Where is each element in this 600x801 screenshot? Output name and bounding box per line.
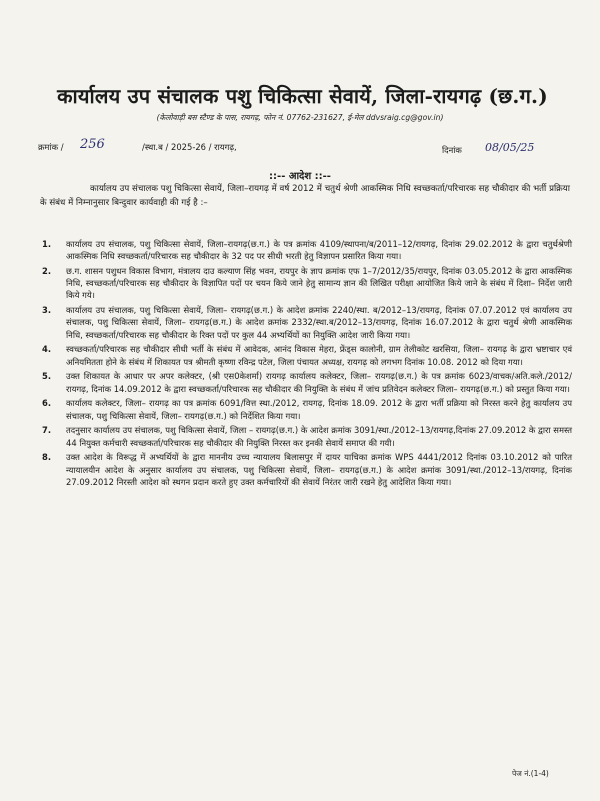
item-number: 2. [42,266,52,276]
office-address: (केलोवाड़ी बस स्टैण्ड के पास, रायगढ़, फोन नं. 07762-231627, ई-मेल ddvsraig.cg@gov.in) [156,113,444,122]
item-text: कार्यालय उप संचालक, पशु चिकित्सा सेवायें, जिला– रायगढ़(छ.ग.) के आदेश क्रमांक 2240/स्था. ब/2012–13/रायगढ़, दिनांक 07.07.2012 एवं कार्यालय उप संचालक, पशु चिकित्सा सेवायें, जिला– रायगढ़(छ.ग.) के आदेश क्रमांक 2332/स्था.ब/2012–13/रायगढ़, दिनांक 16.07.2012 के द्वारा चतुर्थ श्रेणी आकस्मिक निधि, स्वच्छकर्ता/परिचारक सह चौकीदार के रिक्त पदों पर कुल 44 अभ्यर्थियों का नियुक्ति आदेश जारी किया गया। [66,305,572,340]
intro-paragraph: कार्यालय उप संचालक पशु चिकित्सा सेवायें, जिला–रायगढ़ में वर्ष 2012 में चतुर्थ श्रेणी आकस्मिक निधि स्वच्छकर्ता/परिचारक सह चौकीदार की भर्ती प्रक्रिया के संबंध में निम्नानुसार बिन्दुवार कार्यवाही की गई है :– [40,184,570,208]
date-label: दिनांक [442,145,462,155]
item-text: कार्यालय कलेक्टर, जिला– रायगढ़ का पत्र क्रमांक 6091/वित्त स्था./2012, रायगढ़, दिनांक 18.09. 2012 के द्वारा भर्ती प्रक्रिया को निरस्त करने हेतु कार्यालय उप संचालक, पशु चिकित्सा सेवायें, जिला– रायगढ़(छ.ग.) को निर्देशित किया गया। [66,398,572,421]
list-item [32,397,572,421]
item-text: कार्यालय उप संचालक, पशु चिकित्सा सेवायें, जिला–रायगढ़(छ.ग.) के पत्र क्रमांक 4109/स्थापना/ब/2011–12/रायगढ़, दिनांक 29.02.2012 के द्वारा चतुर्थश्रेणी आकस्मिक निधि स्वच्छकर्ता/परिचारक सह चौकीदार के 32 पद पर सीधी भरती हेतु विज्ञापन प्रसारित किया गया। [66,239,572,262]
reference-number: 256 [80,137,105,152]
points-list [32,238,572,491]
list-item [32,451,572,488]
reference-label: क्रमांक / [38,142,64,152]
date-value: 08/05/25 [485,141,535,154]
item-number: 1. [42,239,52,249]
item-number: 7. [42,425,52,436]
office-title: कार्यालय उप संचालक पशु चिकित्सा सेवायें, जिला-रायगढ़ (छ.ग.) [57,84,548,108]
item-text: उक्त आदेश के विरूद्ध में अभ्यर्थियों के द्वारा माननीय उच्च न्यायालय बिलासपुर में दायर याचिका क्रमांक WPS 4441/2012 दिनांक 03.10.2012 को पारित न्यायालयीन आदेश के अनुसार कार्यालय उप संचालक, पशु चिकित्सा सेवायें, जिला– रायगढ़(छ.ग.) के आदेश क्रमांक 3091/स्था./2012–13/रायगढ़, दिनांक 27.09.2012 निरस्ती आदेश को स्थगन प्रदान करते हुए उक्त कर्मचारियों की सेवायें निरंतर जारी रखने हेतु आदेशित किया गया। [66,452,572,487]
list-item [32,370,572,394]
page-number: पेज नं.(1-4) [512,769,549,778]
item-number: 3. [42,305,52,316]
order-heading: ::-- आदेश ::-- [269,171,331,182]
item-text: तदनुसार कार्यालय उप संचालक, पशु चिकित्सा सेवायें, जिला – रायगढ़(छ.ग.) के आदेश क्रमांक 3091/स्था./2012–13/रायगढ़,दिनांक 27.09.2012 के द्वारा समस्त 44 नियुक्त कर्मचारी स्वच्छकर्ता/परिचारक सह चौकीदार की नियुक्ति निरस्त कर इनकी सेवायें समाप्त की गयी। [66,425,572,448]
item-number: 4. [42,344,52,355]
list-item [32,304,572,341]
item-number: 6. [42,398,52,409]
item-text: स्वच्छकर्ता/परिचारक सह चौकीदार सीधी भर्ती के संबंध में आवेदक, आनंद विकास मेहरा, फ्रेंड्स कालोनी, ग्राम तेलीकोट खरसिया, जिला– रायगढ़ के द्वारा भ्रष्टाचार एवं अनियमितता होने के संबंध में शिकायत पत्र श्रीमती कृष्णा रविन्द्र पटेल, जिला पंचायत अध्यक्ष, रायगढ़ को लगभग दिनांक 10.08. 2012 को दिया गया। [66,344,572,367]
list-item [32,238,572,262]
reference-code: /स्था.ब / 2025-26 / रायगढ़, [142,142,237,152]
item-text: उक्त शिकायत के आधार पर अपर कलेक्टर, (श्री एस0केशर्मा) रायगढ़ कार्यालय कलेक्टर, जिला– रायगढ़(छ.ग.) के पत्र क्रमांक 6023/वाचक/अति.कले./2012/रायगढ़, दिनांक 14.09.2012 के द्वारा स्वच्छकर्ता/परिचारक सह चौकीदार की नियुक्ति के संबंध में जांच प्रतिवेदन कलेक्टर जिला– रायगढ़(छ.ग.) को प्रस्तुत किया गया। [66,371,572,394]
list-item [32,343,572,367]
item-text: छ.ग. शासन पशुधन विकास विभाग, मंत्रालय दाउ कल्याण सिंह भवन, रायपुर के ज्ञाप क्रमांक एफ 1–7/2012/35/रायपुर, दिनांक 03.05.2012 के द्वारा आकस्मिक निधि, स्वच्छकर्ता/परिचारक सह चौकीदार के विज्ञापित पदों पर चयन किये जाने हेतु सामान्य ज्ञान की लिखित परीक्षा आयोजित किये जाने के संबंध में दिशा– निर्देश जारी किये गये। [66,266,572,301]
item-number: 8. [42,452,52,463]
list-item [32,424,572,448]
list-item [32,265,572,302]
reference-line [38,139,578,161]
item-number: 5. [42,371,52,382]
